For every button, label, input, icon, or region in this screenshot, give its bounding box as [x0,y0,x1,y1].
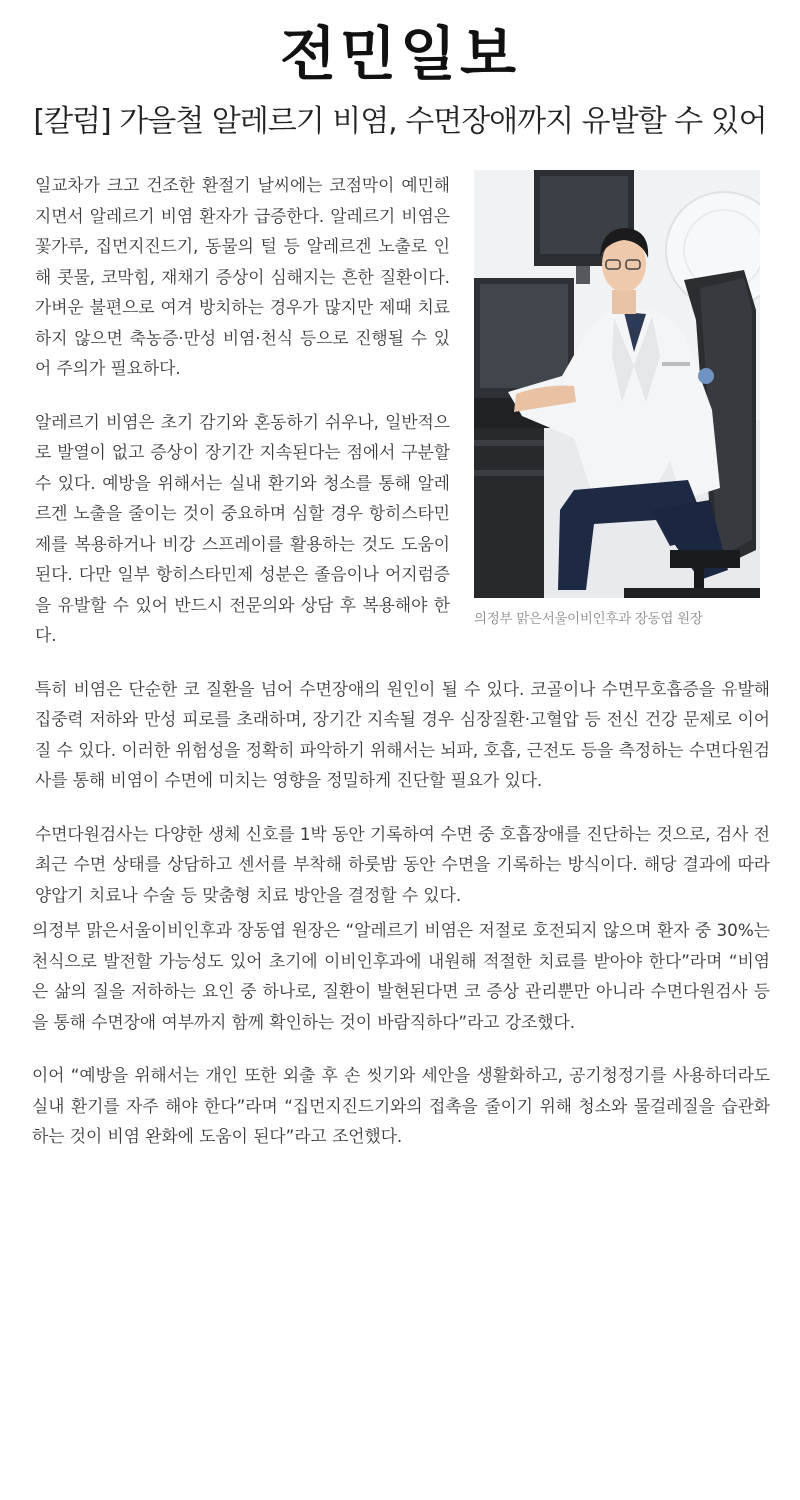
article-paragraph: 수면다원검사는 다양한 생체 신호를 1박 동안 기록하여 수면 중 호흡장애를 진단하는 것으로, 검사 전 최근 수면 상태를 상담하고 센서를 부착해 하룻밤 동안 수면을 기록하는 방식이다. 해당 결과에 따라 양압기 치료나 수술 등 맞춤형 치료 방안을 결정할 수 있다. [35,823,770,905]
article-paragraph: 이어 “예방을 위해서는 개인 또한 외출 후 손 씻기와 세안을 생활화하고, 공기청정기를 사용하더라도 실내 환기를 자주 해야 한다”라며 “집먼지진드기와의 접촉을 줄이기 위해 청소와 물걸레질을 습관화하는 것이 비염 완화에 도움이 된다”라고 조언했다. [32,1065,770,1146]
article-paragraph: 특히 비염은 단순한 코 질환을 넘어 수면장애의 원인이 될 수 있다. 코골이나 수면무호흡증을 유발해 집중력 저하와 만성 피로를 초래하며, 장기간 지속될 경우 심장질환·고혈압 등 전신 건강 문제로 이어질 수 있다. 이러한 위험성을 정확히 파악하기 위해서는 뇌파, 호흡, 근전도 등을 측정하는 수면다원검사를 통해 비염이 수면에 미치는 영향을 정밀하게 진단할 필요가 있다. [35,678,770,790]
doctor-photo [474,170,760,598]
article-figure [474,170,764,630]
article-headline: [칼럼] 가을철 알레르기 비염, 수면장애까지 유발할 수 있어 [33,104,767,139]
photo-caption: 의정부 맑은서울이비인후과 장동엽 원장 [474,611,703,627]
newspaper-masthead[interactable]: 전민일보 [279,20,521,88]
article-paragraph: 의정부 맑은서울이비인후과 장동엽 원장은 “알레르기 비염은 저절로 호전되지 않으며 환자 중 30%는 천식으로 발전할 가능성도 있어 초기에 이비인후과에 내원해 적절한 치료를 받아야 한다”라며 “비염은 삶의 질을 저하하는 요인 중 하나로, 질환이 발현된다면 코 증상 관리뿐만 아니라 수면다원검사 등을 통해 수면장애 여부까지 함께 확인하는 것이 바람직하다”라고 강조했다. [32,920,770,1032]
article-body [32,170,770,1175]
article-paragraph: 알레르기 비염은 초기 감기와 혼동하기 쉬우나, 일반적으로 발열이 없고 증상이 장기간 지속된다는 점에서 구분할 수 있다. 예방을 위해서는 실내 환기와 청소를 통해 알레르겐 노출을 줄이는 것이 중요하며 심할 경우 항히스타민제를 복용하거나 비강 스프레이를 활용하는 것도 도움이 된다. 다만 일부 항히스타민제 성분은 졸음이나 어지럼증을 유발할 수 있어 반드시 전문의와 상담 후 복용해야 한다. [35,411,450,645]
article-paragraph: 일교차가 크고 건조한 환절기 날씨에는 코점막이 예민해지면서 알레르기 비염 환자가 급증한다. 알레르기 비염은 꽃가루, 집먼지진드기, 동물의 털 등 알레르겐 노출로 인해 콧물, 코막힘, 재채기 증상이 심해지는 흔한 질환이다. 가벼운 불편으로 여겨 방치하는 경우가 많지만 제때 치료하지 않으면 축농증·만성 비염·천식 등으로 진행될 수 있어 주의가 필요하다. [35,175,450,378]
